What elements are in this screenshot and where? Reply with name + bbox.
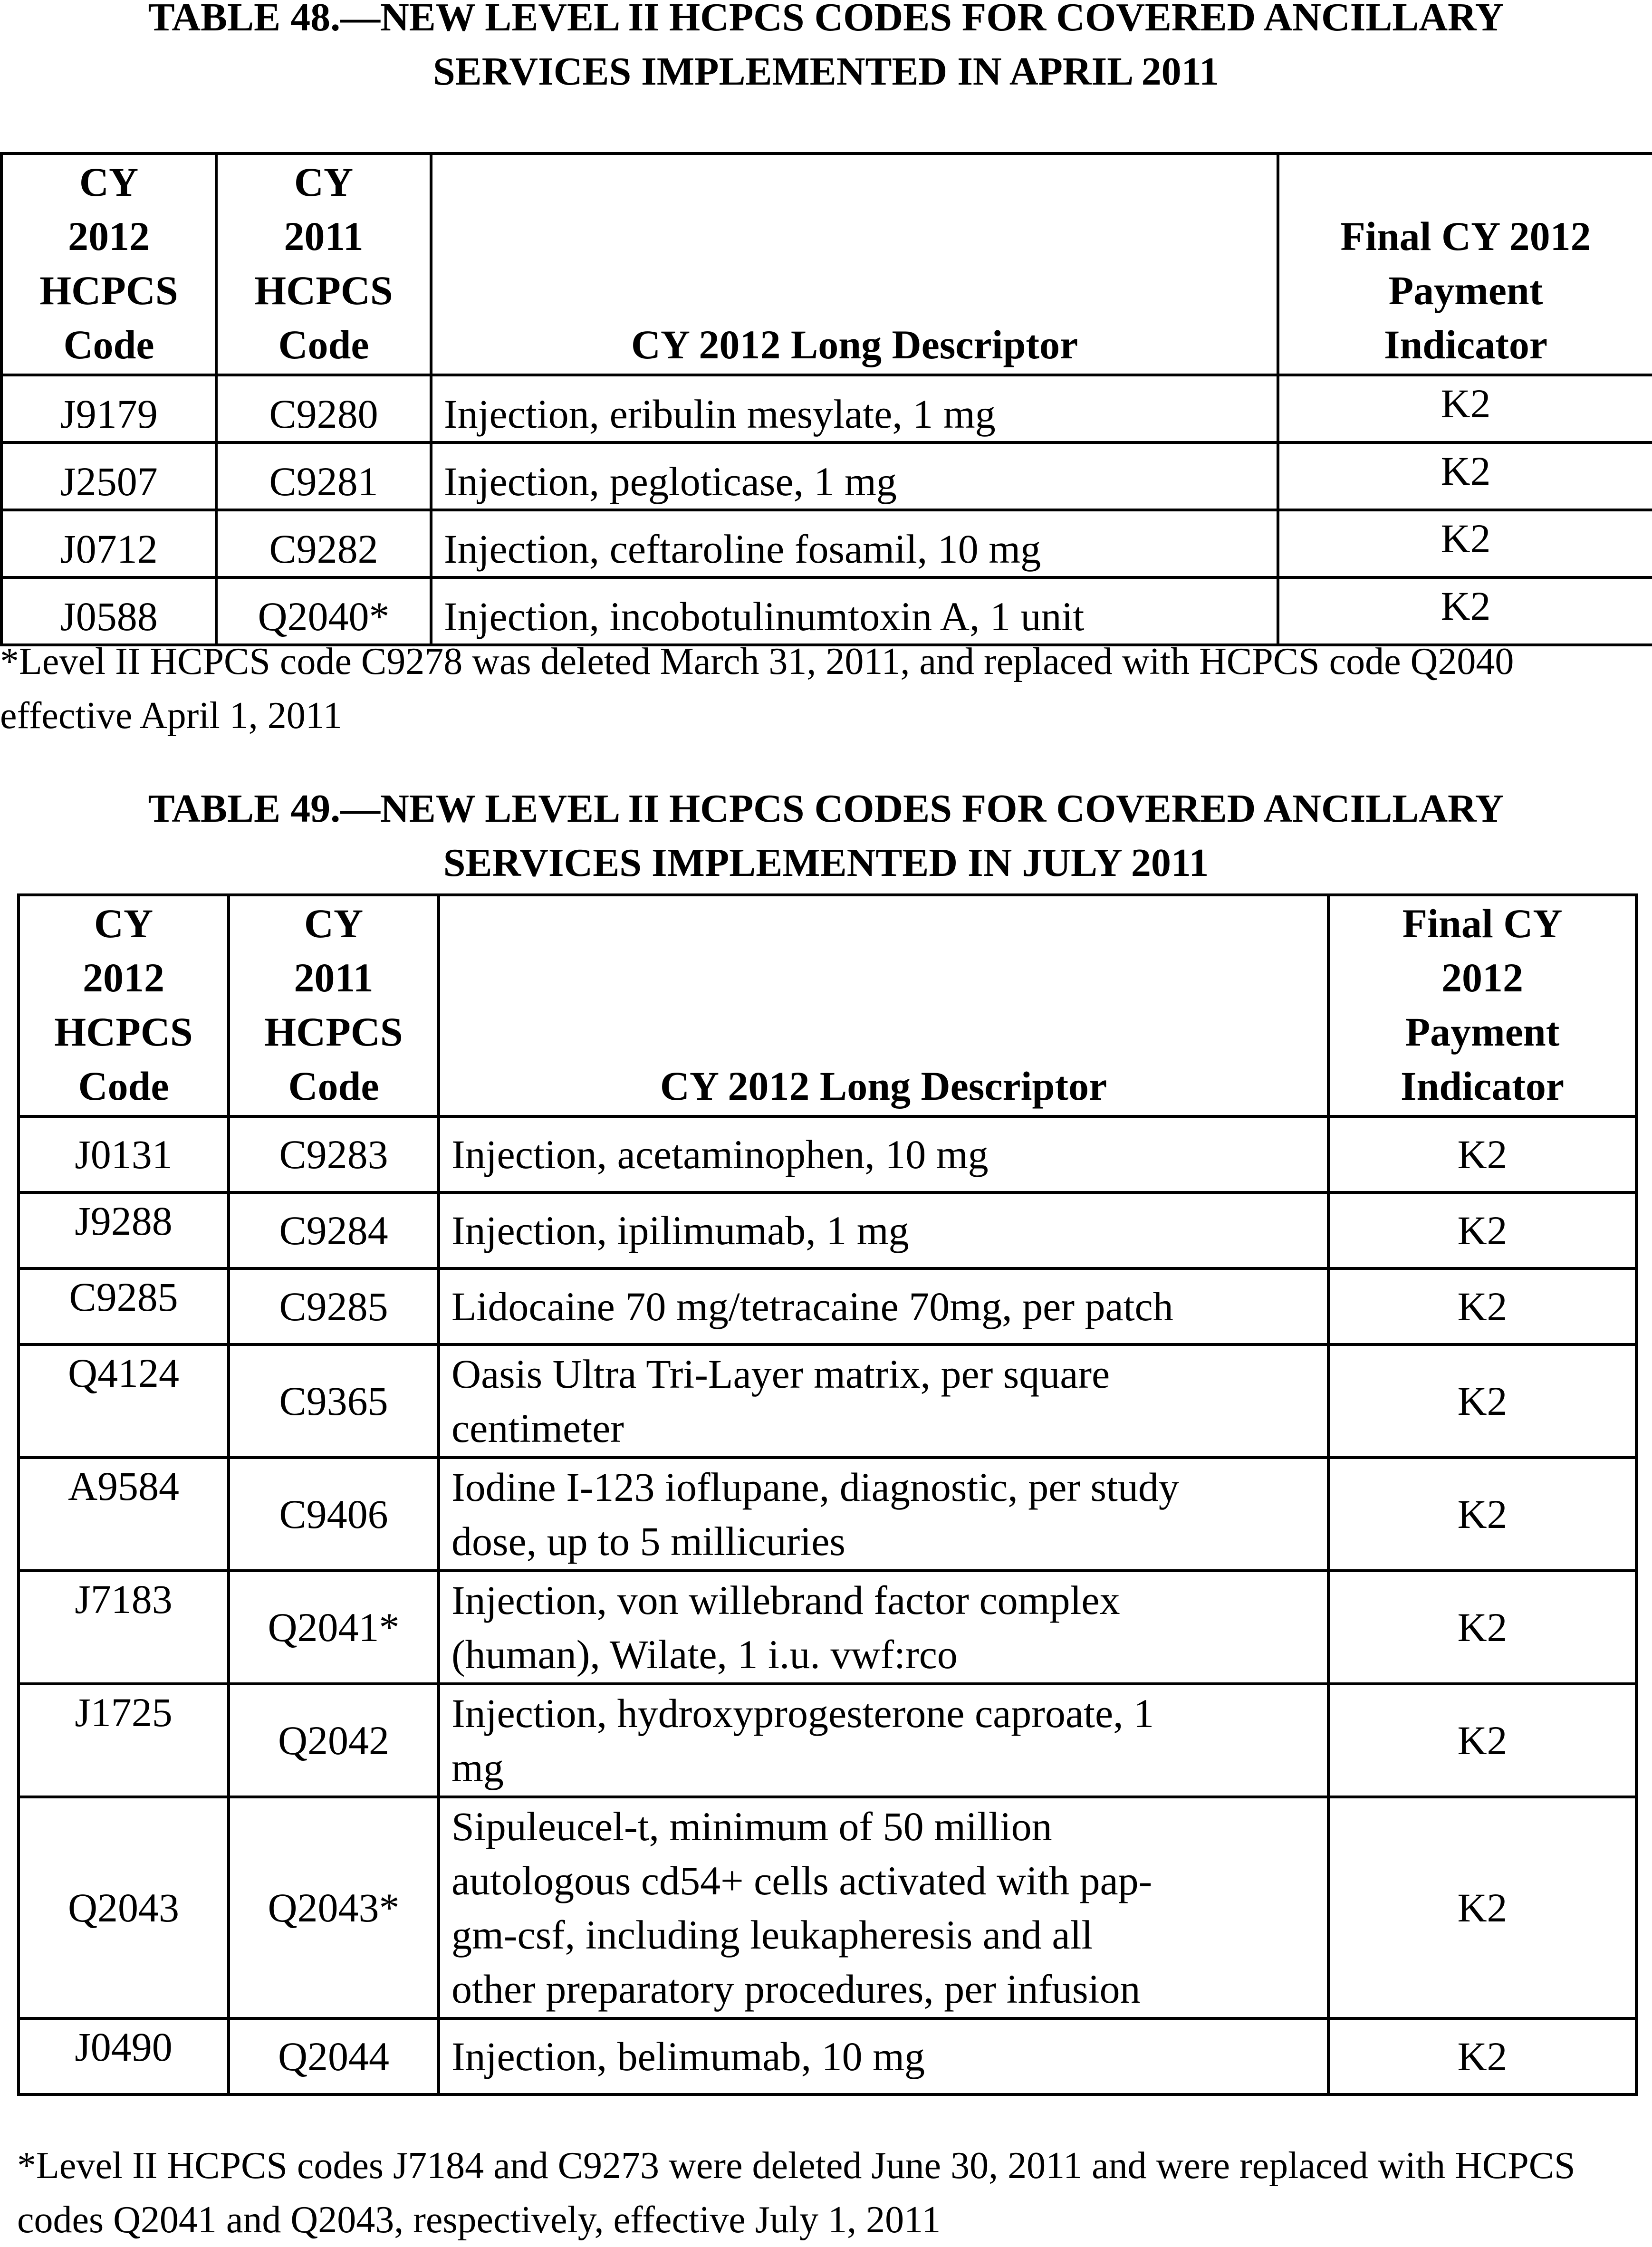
t48-header-cy2011: CY 2011 HCPCS Code [216, 154, 431, 375]
table-row [19, 1192, 1636, 1268]
cy2011-code: C9365 [229, 1344, 439, 1458]
cy2011-code: C9284 [229, 1192, 439, 1268]
cy2011-code: Q2041* [229, 1571, 439, 1684]
payment-indicator: K2 [1328, 1797, 1636, 2018]
payment-indicator: K2 [1328, 1344, 1636, 1458]
payment-indicator: K2 [1278, 442, 1652, 510]
payment-indicator: K2 [1278, 375, 1652, 442]
payment-indicator: K2 [1328, 1571, 1636, 1684]
cy2011-code: C9285 [229, 1268, 439, 1344]
table-row [19, 1116, 1636, 1192]
cy2012-code: J9179 [1, 375, 216, 442]
table-48-title [0, 0, 1652, 99]
cy2012-code: J0131 [19, 1116, 229, 1192]
cy2011-code: C9283 [229, 1116, 439, 1192]
t49-header-indicator: Final CY 2012 Payment Indicator [1328, 895, 1636, 1116]
table-48-footnote: *Level II HCPCS code C9278 was deleted March 31, 2011, and replaced with HCPCS code Q2040 effective April 1, 2011 [0, 641, 1514, 737]
payment-indicator: K2 [1328, 1116, 1636, 1192]
long-descriptor: Injection, belimumab, 10 mg [439, 2018, 1328, 2094]
cy2012-code: A9584 [19, 1458, 229, 1571]
long-descriptor: Injection, eribulin mesylate, 1 mg [431, 375, 1278, 442]
t49-header-cy2012: CY 2012 HCPCS Code [19, 895, 229, 1116]
payment-indicator: K2 [1328, 1192, 1636, 1268]
cy2012-code: J7183 [19, 1571, 229, 1684]
t49-header-cy2011: CY 2011 HCPCS Code [229, 895, 439, 1116]
table-row [19, 1797, 1636, 2018]
table-49-title-line-2: SERVICES IMPLEMENTED IN JULY 2011 [443, 841, 1209, 885]
table-49-header-row [19, 895, 1636, 1116]
t48-header-indicator: Final CY 2012 Payment Indicator [1278, 154, 1652, 375]
long-descriptor: Injection, incobotulinumtoxin A, 1 unit [431, 577, 1278, 645]
table-48 [0, 152, 1652, 646]
cy2012-code: J1725 [19, 1684, 229, 1797]
long-descriptor: Sipuleucel-t, minimum of 50 million autologous cd54+ cells activated with pap- gm-csf, including leukapheresis and all other preparatory procedures, per infusion [439, 1797, 1328, 2018]
table-row [19, 1571, 1636, 1684]
cy2011-code: C9406 [229, 1458, 439, 1571]
cy2012-code: J0490 [19, 2018, 229, 2094]
cy2012-code: Q2043 [19, 1797, 229, 2018]
table-row [19, 1344, 1636, 1458]
cy2012-code: J0588 [1, 577, 216, 645]
table-row [19, 1458, 1636, 1571]
table-row [19, 1684, 1636, 1797]
payment-indicator: K2 [1328, 2018, 1636, 2094]
cy2012-code: C9285 [19, 1268, 229, 1344]
table-48-title-line-2: SERVICES IMPLEMENTED IN APRIL 2011 [432, 49, 1220, 94]
long-descriptor: Injection, hydroxyprogesterone caproate, 1 mg [439, 1684, 1328, 1797]
cy2011-code: Q2044 [229, 2018, 439, 2094]
table-49-title [10, 782, 1642, 890]
long-descriptor: Oasis Ultra Tri-Layer matrix, per square centimeter [439, 1344, 1328, 1458]
table-49-title-line-1: TABLE 49.—NEW LEVEL II HCPCS CODES FOR COVERED ANCILLARY [148, 787, 1504, 831]
long-descriptor: Injection, acetaminophen, 10 mg [439, 1116, 1328, 1192]
cy2011-code: Q2040* [216, 577, 431, 645]
long-descriptor: Injection, ipilimumab, 1 mg [439, 1192, 1328, 1268]
long-descriptor: Injection, von willebrand factor complex (human), Wilate, 1 i.u. vwf:rco [439, 1571, 1328, 1684]
cy2012-code: J9288 [19, 1192, 229, 1268]
table-row [19, 1268, 1636, 1344]
cy2012-code: Q4124 [19, 1344, 229, 1458]
long-descriptor: Lidocaine 70 mg/tetracaine 70mg, per patch [439, 1268, 1328, 1344]
long-descriptor: Iodine I-123 ioflupane, diagnostic, per study dose, up to 5 millicuries [439, 1458, 1328, 1571]
payment-indicator: K2 [1328, 1684, 1636, 1797]
cy2012-code: J0712 [1, 510, 216, 577]
payment-indicator: K2 [1328, 1268, 1636, 1344]
table-row [1, 375, 1652, 442]
payment-indicator: K2 [1328, 1458, 1636, 1571]
payment-indicator: K2 [1278, 510, 1652, 577]
cy2012-code: J2507 [1, 442, 216, 510]
table-49 [17, 893, 1638, 2096]
cy2011-code: C9281 [216, 442, 431, 510]
cy2011-code: C9282 [216, 510, 431, 577]
t48-header-cy2012: CY 2012 HCPCS Code [1, 154, 216, 375]
table-row [1, 510, 1652, 577]
table-row [19, 2018, 1636, 2094]
t49-header-descriptor: CY 2012 Long Descriptor [439, 895, 1328, 1116]
long-descriptor: Injection, ceftaroline fosamil, 10 mg [431, 510, 1278, 577]
table-row [1, 442, 1652, 510]
table-49-footnote: *Level II HCPCS codes J7184 and C9273 were deleted June 30, 2011 and were replaced with HCPCS codes Q2041 and Q2043, respectively, effective July 1, 2011 [17, 2145, 1575, 2241]
cy2011-code: Q2042 [229, 1684, 439, 1797]
cy2011-code: Q2043* [229, 1797, 439, 2018]
table-48-header-row [1, 154, 1652, 375]
cy2011-code: C9280 [216, 375, 431, 442]
t48-header-descriptor: CY 2012 Long Descriptor [431, 154, 1278, 375]
table-48-title-line-1: TABLE 48.—NEW LEVEL II HCPCS CODES FOR COVERED ANCILLARY [148, 0, 1504, 39]
payment-indicator: K2 [1278, 577, 1652, 645]
long-descriptor: Injection, pegloticase, 1 mg [431, 442, 1278, 510]
